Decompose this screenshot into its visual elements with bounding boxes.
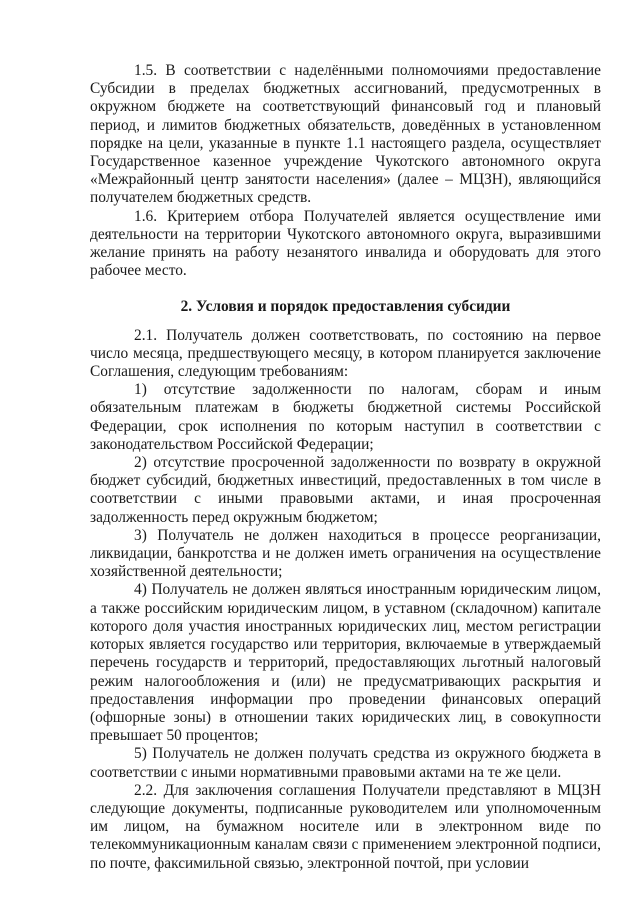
- requirement-3: 3) Получатель не должен находиться в процессе реорганизации, ликвидации, банкротства и не должен иметь ограничения на осуществление хозяйственной деятельности;: [90, 526, 601, 581]
- paragraph-2-2: 2.2. Для заключения соглашения Получатели представляют в МЦЗН следующие документы, подписанные руководителем или уполномоченным им лицом, на бумажном носителе или в электронном виде по телекоммуникационным каналам связи с применением электронной подписи, по почте, факсимильной связью, электронной почтой, при условии: [90, 781, 601, 872]
- requirement-1: 1) отсутствие задолженности по налогам, сборам и иным обязательным платежам в бюджеты бюджетной системы Российской Федерации, срок исполнения по которым наступил в соответствии с законодательством Российской Федерации;: [90, 381, 601, 453]
- paragraph-1-5: 1.5. В соответствии с наделёнными полномочиями предоставление Субсидии в пределах бюджетных ассигнований, предусмотренных в окружном бюджете на соответствующий финансовый год и плановый период, и лимитов бюджетных обязательств, доведённых в установленном порядке на цели, указанные в пункте 1.1 настоящего раздела, осуществляет Государственное казенное учреждение Чукотского автономного округа «Межрайонный центр занятости населения» (далее – МЦЗН), являющийся получателем бюджетных средств.: [90, 62, 601, 207]
- section-2-heading: 2. Условия и порядок предоставления субсидии: [180, 298, 511, 316]
- document-page: [90, 62, 601, 873]
- paragraph-1-6: 1.6. Критерием отбора Получателей является осуществление ими деятельности на территории Чукотского автономного округа, выразившими желание принять на работу незанятого инвалида и оборудовать для этого рабочее место.: [90, 207, 601, 280]
- requirement-2: 2) отсутствие просроченной задолженности по возврату в окружной бюджет субсидий, бюджетных инвестиций, предоставленных в том числе в соответствии с иными правовыми актами, и иная просроченная задолженность перед окружным бюджетом;: [90, 454, 601, 526]
- paragraph-2-1: 2.1. Получатель должен соответствовать, по состоянию на первое число месяца, предшествующего месяцу, в котором планируется заключение Соглашения, следующим требованиям:: [90, 326, 601, 381]
- requirement-4: 4) Получатель не должен являться иностранным юридическим лицом, а также российским юридическим лицом, в уставном (складочном) капитале которого доля участия иностранных юридических лиц, местом регистрации которых является государство или территория, включаемые в утверждаемый перечень государств и территорий, предоставляющих льготный налоговый режим налогообложения и (или) не предусматривающих раскрытия и предоставления информации про проведении финансовых операций (офшорные зоны) в отношении таких юридических лиц, в совокупности превышает 50 процентов;: [90, 581, 601, 745]
- requirement-5: 5) Получатель не должен получать средства из окружного бюджета в соответствии с иными нормативными правовыми актами на те же цели.: [90, 745, 601, 781]
